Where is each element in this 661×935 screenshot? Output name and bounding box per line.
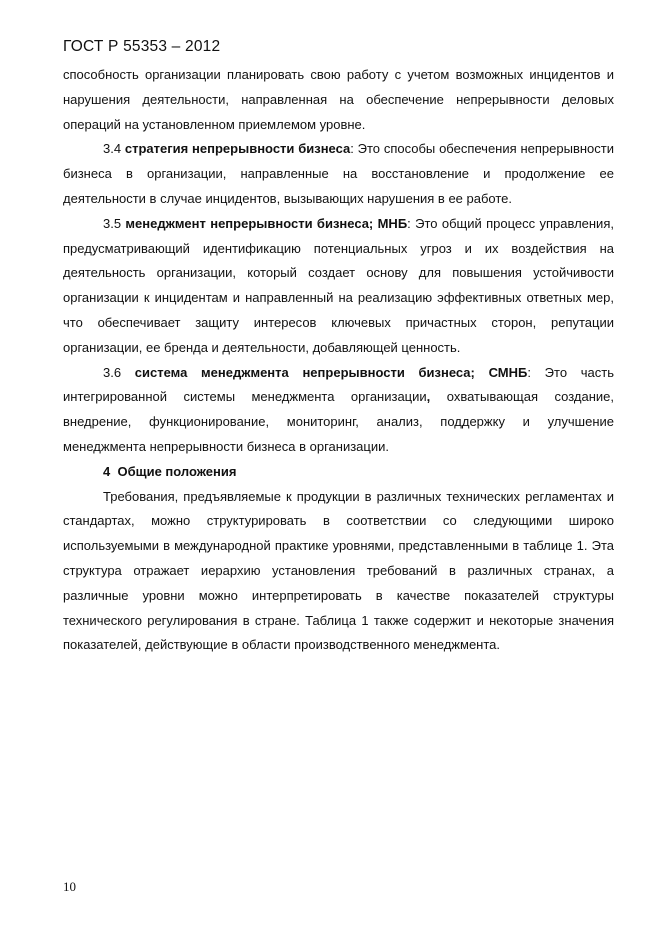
document-body xyxy=(63,63,614,658)
section-title: Общие положения xyxy=(117,463,237,479)
document-header: ГОСТ Р 55353 – 2012 xyxy=(63,38,221,55)
section-4-heading xyxy=(63,460,614,485)
clause-3-6 xyxy=(63,361,614,460)
definition-comma: , xyxy=(426,389,431,405)
defined-term: менеджмент непрерывности бизнеса; МНБ xyxy=(125,215,408,231)
page-number: 10 xyxy=(63,879,76,894)
defined-term: стратегия непрерывности бизнеса xyxy=(124,141,351,157)
definition-text: : Это общий процесс управления, предусматривающий идентификацию потенциальных угроз и их воздействия на деятельность организации, который создает основу для повышения устойчивости организации к инцидентам и направленный на реализацию эффективных ответных мер, что обеспечивает защиту интересов ключевых причастных сторон, репутации организации, ее бренда и деятельности, добавляющей ценность. xyxy=(63,215,614,355)
clause-number: 3.5 xyxy=(103,215,122,231)
section-number: 4 xyxy=(103,463,111,479)
definition-text: охватывающая создание, внедрение, функционирование, мониторинг, анализ, поддержку и улучшение менеджмента непрерывности бизнеса в организации. xyxy=(63,389,614,454)
section-4-paragraph: Требования, предъявляемые к продукции в различных технических регламентах и стандартах, можно структурировать в соответствии со следующими широко используемыми в международной практике уровнями, представленными в таблице 1. Эта структура отражает иерархию установления требований в различных странах, а различные уровни можно интерпретировать в качестве показателей структуры технического регулирования в стране. Таблица 1 также содержит и некоторые значения показателей, действующие в области производственного менеджмента. xyxy=(63,488,614,653)
defined-term: система менеджмента непрерывности бизнеса; СМНБ xyxy=(134,364,528,380)
clause-number: 3.6 xyxy=(103,364,122,380)
clause-number: 3.4 xyxy=(103,141,122,157)
definition-text: : Это способы обеспечения непрерывности бизнеса в организации, направленные на восстановление и продолжение ее деятельности в случае инцидентов, вызывающих нарушения в ее работе. xyxy=(63,141,614,206)
clause-3-4 xyxy=(63,137,614,211)
definition-text: : Это часть интегрированной системы менеджмента организации xyxy=(63,364,614,405)
paragraph-continuation: способность организации планировать свою работу с учетом возможных инцидентов и нарушения деятельности, направленная на обеспечение непрерывности деловых операций на установленном приемлемом уровне. xyxy=(63,67,614,132)
clause-3-5 xyxy=(63,212,614,361)
